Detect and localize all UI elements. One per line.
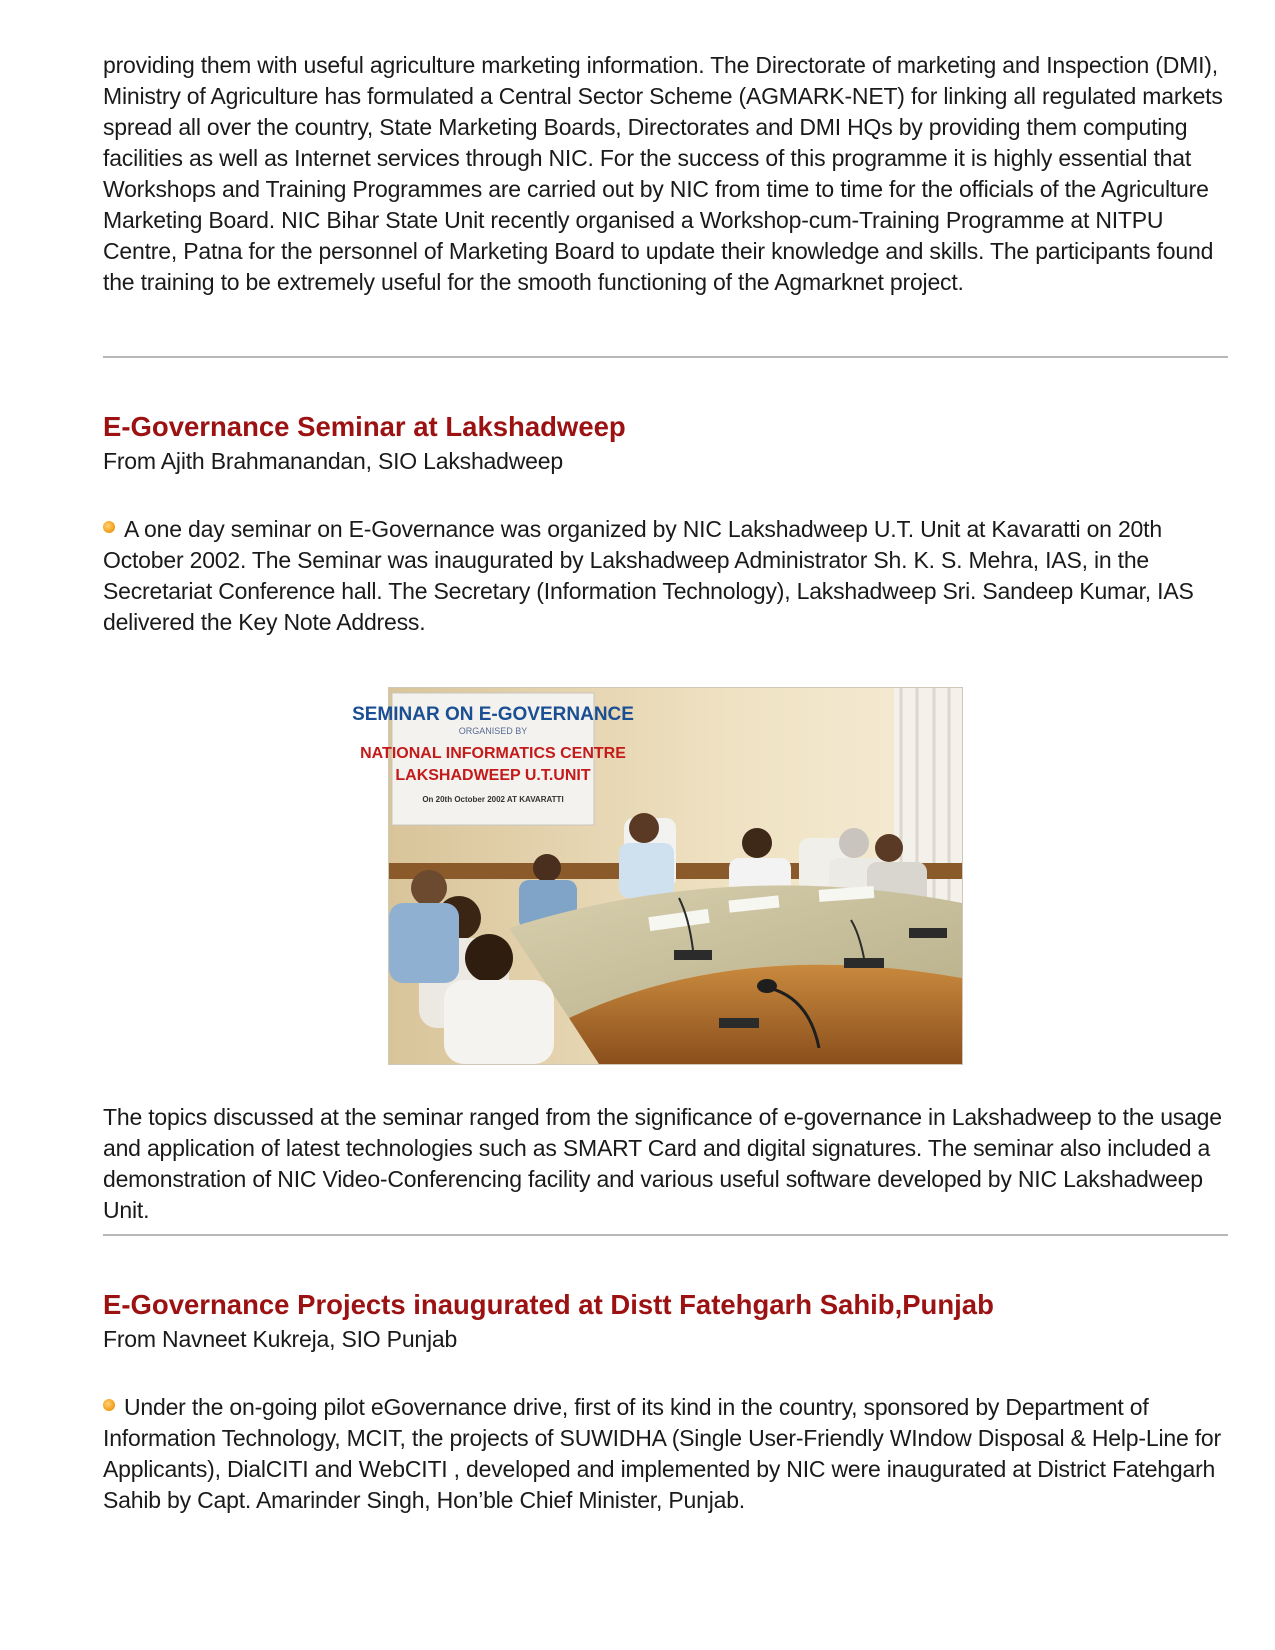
article-title: E-Governance Projects inaugurated at Distt Fatehgarh Sahib,Punjab bbox=[103, 1289, 994, 1320]
article-title: E-Governance Seminar at Lakshadweep bbox=[103, 411, 626, 442]
article-lead-text: Under the on-going pilot eGovernance drive, first of its kind in the country, sponsored by Department of Information Technology, MCIT, the projects of SUWIDHA (Single User-Friendly WIndow Disposal & Help-Line for Applicants), DialCITI and WebCITI , developed and implemented by NIC were inaugurated at District Fatehgarh Sahib by Capt. Amarinder Singh, Hon’ble Chief Minister, Punjab. bbox=[103, 1394, 1221, 1513]
article-closing-paragraph: The topics discussed at the seminar ranged from the significance of e-governance in Lakshadweep to the usage and application of latest technologies such as SMART Card and digital signatures. The seminar also included a demonstration of NIC Video-Conferencing facility and various useful software developed by NIC Lakshadweep Unit. bbox=[103, 1104, 1222, 1223]
seminar-photo-illustration bbox=[352, 688, 962, 1064]
banner-line-4: LAKSHADWEEP U.T.UNIT bbox=[395, 767, 591, 784]
article-byline: From Navneet Kukreja, SIO Punjab bbox=[103, 1326, 458, 1352]
bullet-icon bbox=[103, 521, 115, 533]
article-lead-text: A one day seminar on E-Governance was organized by NIC Lakshadweep U.T. Unit at Kavaratti on 20th October 2002. The Seminar was inaugurated by Lakshadweep Administrator Sh. K. S. Mehra, IAS, in the Secretariat Conference hall. The Secretary (Information Technology), Lakshadweep Sri. Sandeep Kumar, IAS delivered the Key Note Address. bbox=[103, 516, 1194, 635]
banner-line-3: NATIONAL INFORMATICS CENTRE bbox=[360, 745, 626, 762]
bullet-icon bbox=[103, 1399, 115, 1411]
banner-line-2: ORGANISED BY bbox=[458, 726, 528, 736]
banner-line-1: SEMINAR ON E-GOVERNANCE bbox=[352, 704, 634, 725]
banner-line-5: On 20th October 2002 AT KAVARATTI bbox=[422, 795, 564, 804]
section-divider bbox=[103, 356, 1228, 358]
article-lead-paragraph bbox=[103, 1392, 1228, 1516]
intro-paragraph: providing them with useful agriculture marketing information. The Directorate of marketing and Inspection (DMI), Ministry of Agriculture has formulated a Central Sector Scheme (AGMARK-NET) for linking all regulated markets spread all over the country, State Marketing Boards, Directorates and DMI HQs by providing them computing facilities as well as Internet services through NIC. For the success of this programme it is highly essential that Workshops and Training Programmes are carried out by NIC from time to time for the officials of the Agriculture Marketing Board. NIC Bihar State Unit recently organised a Workshop-cum-Training Programme at NITPU Centre, Patna for the personnel of Marketing Board to update their knowledge and skills. The participants found the training to be extremely useful for the smooth functioning of the Agmarknet project. bbox=[103, 52, 1223, 295]
article-byline: From Ajith Brahmanandan, SIO Lakshadweep bbox=[103, 448, 563, 474]
seminar-photo bbox=[352, 687, 963, 1065]
section-divider bbox=[103, 1234, 1228, 1236]
article-lead-paragraph bbox=[103, 514, 1228, 638]
